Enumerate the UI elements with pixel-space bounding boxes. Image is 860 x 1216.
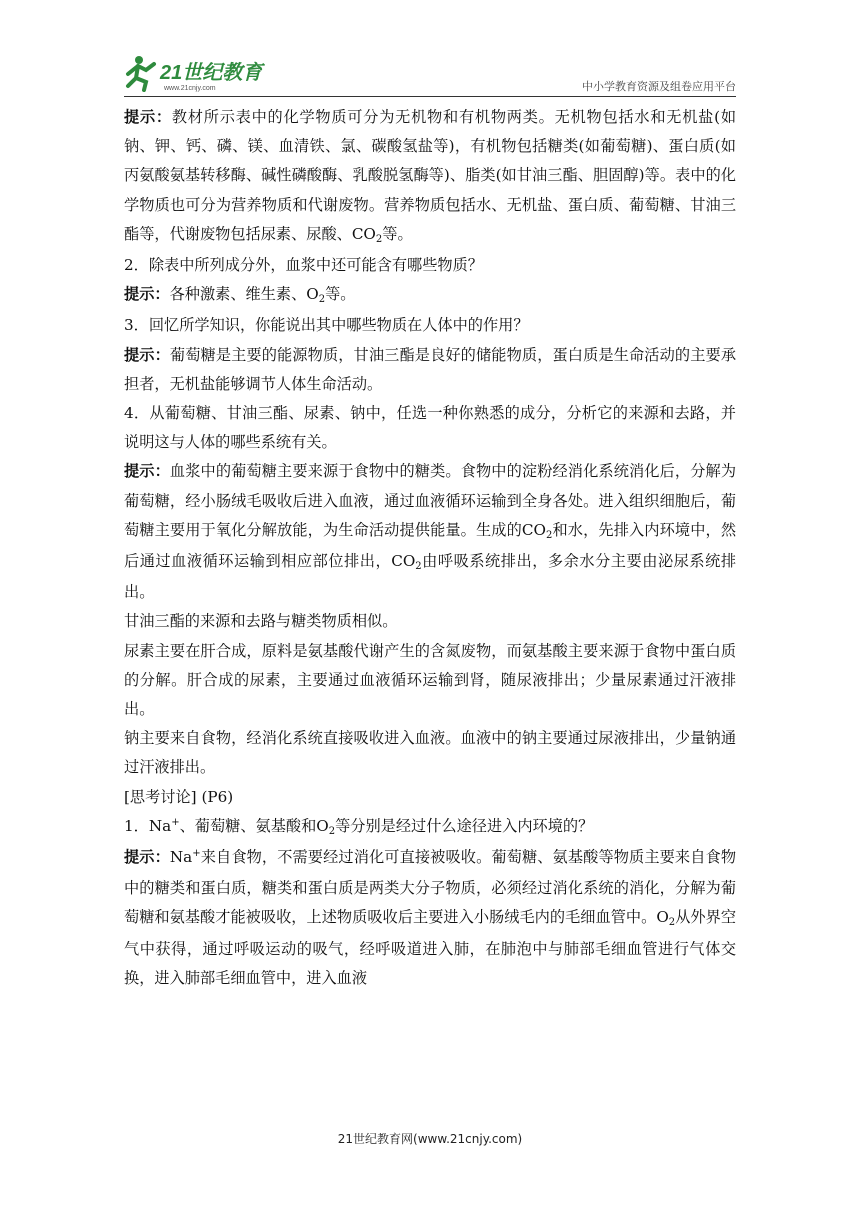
question-5: 1．Na+、葡萄糖、氨基酸和O2等分别是经过什么途径进入内环境的？: [124, 816, 594, 837]
answer-paragraph-1: 提示：教材所示表中的化学物质可分为无机物和有机物两类。无机物包括水和无机盐(如钠、钾、钙、磷、镁、血清铁、氯、碳酸氢盐等)，有机物包括糖类(如葡萄糖)、蛋白质(如丙氨酸氨基转移酶、碱性磷酸酶、乳酸脱氢酶等)、脂类(如甘油三酯、胆固醇)等。表中的化学物质也可分为营养物质和代谢废物。营养物质包括水、无机盐、蛋白质、葡萄糖、甘油三酯等，代谢废物包括尿素、尿酸、CO2等。: [124, 108, 737, 245]
site-slogan: 中小学教育资源及组卷应用平台: [582, 80, 736, 93]
hint-label: 提示：: [124, 462, 170, 481]
logo-url: www.21cnjy.com: [164, 85, 216, 92]
document-body: [124, 103, 736, 993]
answer-paragraph-8: 提示：Na+来自食物，不需要经过消化可直接被吸收。葡萄糖、氨基酸等物质主要来自食物中的糖类和蛋白质，糖类和蛋白质是两类大分子物质，必须经过消化系统的消化，分解为葡萄糖和氨基酸才能被吸收，上述物质吸收后主要进入小肠绒毛内的毛细血管中。O2从外界空气中获得，通过呼吸运动的吸气，经呼吸道进入肺，在肺泡中与肺部毛细血管进行气体交换，进入肺部毛细血管中，进入血液: [124, 848, 737, 987]
section-title: [思考讨论]: [124, 787, 197, 806]
answer-paragraph-6: 尿素主要在肝合成，原料是氨基酸代谢产生的含氮废物，而氨基酸主要来源于食物中蛋白质的分解。肝合成的尿素，主要通过血液循环运输到肾，随尿液排出；少量尿素通过汗液排出。: [124, 641, 736, 719]
hint-label: 提示：: [124, 108, 172, 126]
logo-text: 21世纪教育: [160, 62, 263, 84]
question-2: 2．除表中所列成分外，血浆中还可能含有哪些物质？: [124, 256, 483, 275]
hint-label: 提示：: [124, 345, 170, 364]
header-divider: [124, 96, 736, 97]
answer-paragraph-5: 甘油三酯的来源和去路与糖类物质相似。: [124, 612, 398, 631]
logo: [124, 54, 284, 94]
answer-paragraph-2: 提示：各种激素、维生素、O2等。: [124, 285, 356, 306]
page-header: [124, 52, 736, 98]
section-page-ref: (P6): [201, 787, 234, 806]
hint-label: 提示：: [124, 285, 170, 304]
answer-paragraph-3: 提示：葡萄糖是主要的能源物质，甘油三酯是良好的储能物质，蛋白质是生命活动的主要承担者，无机盐能够调节人体生命活动。: [124, 345, 737, 393]
answer-paragraph-4: 提示：血浆中的葡萄糖主要来源于食物中的糖类。食物中的淀粉经消化系统消化后，分解为葡萄糖，经小肠绒毛吸收后进入血液，通过血液循环运输到全身各处。进入组织细胞后，葡萄糖主要用于氧化分解放能，为生命活动提供能量。生成的CO2和水，先排入内环境中，然后通过血液循环运输到相应部位排出，CO2由呼吸系统排出，多余水分主要由泌尿系统排出。: [124, 462, 737, 602]
running-figure-icon: [128, 56, 154, 90]
hint-label: 提示：: [124, 848, 170, 867]
question-4: 4．从葡萄糖、甘油三酯、尿素、钠中，任选一种你熟悉的成分，分析它的来源和去路，并说明这与人体的哪些系统有关。: [124, 404, 736, 452]
page-footer: 21世纪教育网(www.21cnjy.com): [337, 1132, 523, 1146]
question-3: 3．回忆所学知识，你能说出其中哪些物质在人体中的作用？: [124, 316, 529, 335]
section-heading: [124, 783, 736, 812]
answer-paragraph-7: 钠主要来自食物，经消化系统直接吸收进入血液。血液中的钠主要通过尿液排出，少量钠通过汗液排出。: [124, 729, 736, 777]
